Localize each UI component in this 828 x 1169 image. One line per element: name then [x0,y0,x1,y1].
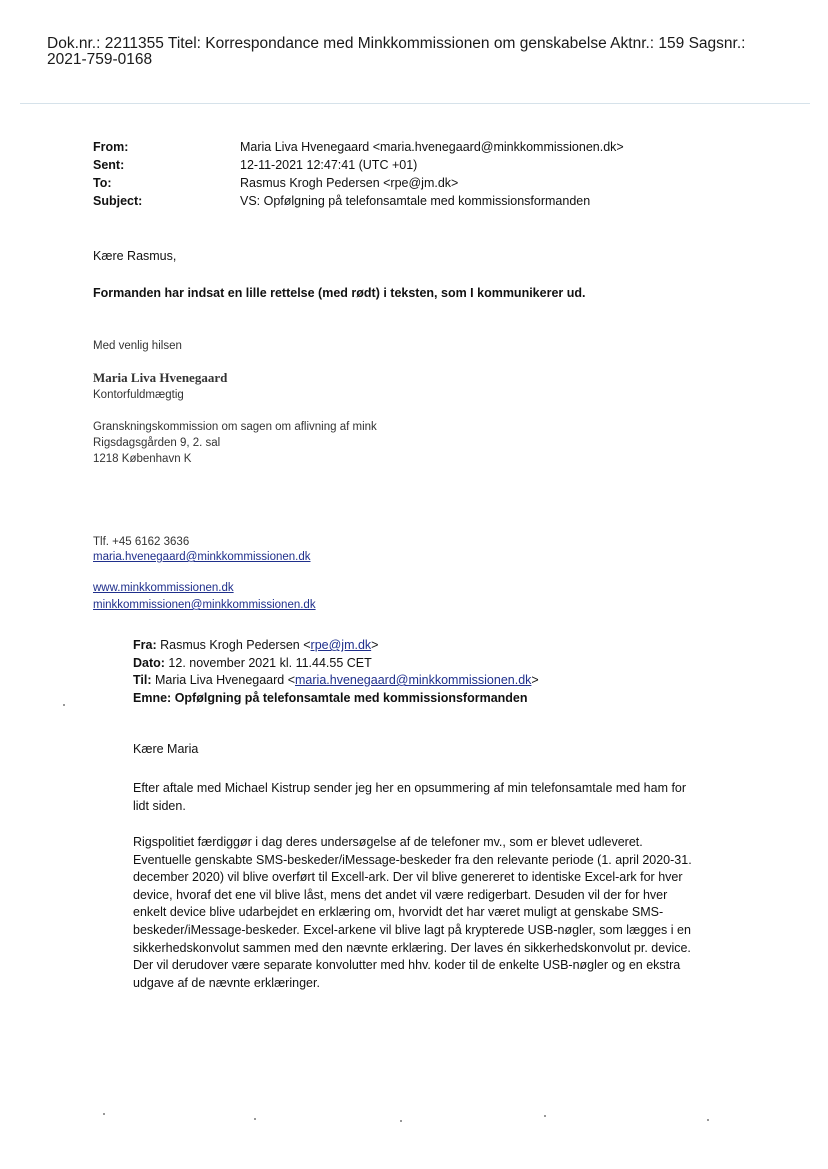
scan-speck [103,1113,105,1115]
forwarded-subject [133,690,539,708]
forwarded-header [133,637,539,707]
scan-speck [544,1115,546,1117]
forwarded-greeting: Kære Maria [133,742,199,756]
forwarded-from-email-link[interactable]: rpe@jm.dk [310,638,372,652]
signature-website-link[interactable]: www.minkkommissionen.dk [93,582,234,594]
forwarded-paragraph-1: Efter aftale med Michael Kistrup sender jeg her en opsummering af min telefonsamtale med ham for lidt siden. [133,781,687,813]
meta-key: Subject: [93,194,143,208]
scan-speck [254,1118,256,1120]
forwarded-subject-value: Opfølgning på telefonsamtale med kommissionsformanden [174,690,528,705]
meta-key: From: [93,140,129,154]
forwarded-from-name: Rasmus Krogh Pedersen < [160,638,311,652]
meta-from [93,138,624,156]
forwarded-subject-label: Emne: [133,690,175,705]
forwarded-date-value: 12. november 2021 kl. 11.44.55 CET [168,655,372,670]
meta-key: To: [93,176,112,190]
document-header-line-2: 2021-759-0168 [47,51,153,68]
meta-to [93,174,624,192]
forwarded-date [133,655,539,673]
forwarded-from-end: > [371,638,379,652]
forwarded-to [133,672,539,690]
meta-value: Maria Liva Hvenegaard <maria.hvenegaard@minkkommissionen.dk> [240,140,624,154]
signature-street: Rigsdagsgården 9, 2. sal [93,437,221,449]
forwarded-from-label: Fra: [133,638,161,652]
forwarded-date-label: Dato: [133,655,169,670]
signature-role: Kontorfuldmægtig [93,389,184,401]
signature-office-email-link[interactable]: minkkommissionen@minkkommissionen.dk [93,599,316,611]
signature-email-wrap [93,549,311,565]
forwarded-paragraph-2: Rigspolitiet færdiggør i dag deres undersøgelse af de telefoner mv., som er blevet udleveret. Eventuelle genskabte SMS-beskeder/iMessage-beskeder fra den relevante periode (1. april 2020-31. december 2020) vil blive overført til Excell-ark. Der vil blive genereret to identiske Excel-ark for hver device, hvoraf det ene vil blive låst, mens det andet vil være redigerbart. Desuden vil der for hver enkelt device blive udarbejdet en erklæring om, hvorvidt det har været muligt at genskabe SMS-beskeder/iMessage-beskeder. Excel-arkene vil blive lagt på krypterede USB-nøgler, som lægges i en sikkerhedskonvolut sammen med den nævnte erklæring. Der laves én sikkerhedskonvolut pr. device. Der vil derudover være separate konvolutter med hhv. koder til de enkelte USB-nøgler og en ekstra udgave af de nævnte erklæringer. [133,835,692,990]
forwarded-to-label: Til: [133,673,155,687]
reply-body: Formanden har indsat en lille rettelse (med rødt) i teksten, som I kommunikerer ud. [93,286,586,300]
forwarded-from [133,637,539,655]
signature-phone: Tlf. +45 6162 3636 [93,536,190,548]
signature-name: Maria Liva Hvenegaard [93,370,228,385]
meta-subject [93,192,624,210]
signature-city: 1218 København K [93,453,192,465]
meta-key: Sent: [93,158,125,172]
forwarded-to-name: Maria Liva Hvenegaard < [155,673,296,687]
header-divider [20,103,810,104]
scan-speck [707,1119,709,1121]
signature-web-wrap [93,580,234,596]
signature-email2-wrap [93,597,316,613]
meta-value: 12-11-2021 12:47:41 (UTC +01) [240,158,418,172]
meta-sent [93,156,624,174]
document-header [47,36,817,68]
document-header-line-1: Dok.nr.: 2211355 Titel: Korrespondance med Minkkommissionen om genskabelse Aktnr.: 159 Sagsnr.: [47,35,746,52]
signature-closing: Med venlig hilsen [93,340,182,352]
forwarded-to-end: > [531,673,539,687]
signature-email-link[interactable]: maria.hvenegaard@minkkommissionen.dk [93,551,311,563]
meta-value: Rasmus Krogh Pedersen <rpe@jm.dk> [240,176,459,190]
scan-speck [400,1120,402,1122]
email-meta [93,138,624,210]
signature-organization: Granskningskommission om sagen om aflivning af mink [93,421,377,433]
reply-greeting: Kære Rasmus, [93,249,177,263]
meta-value: VS: Opfølgning på telefonsamtale med kommissionsformanden [240,194,591,208]
forwarded-to-email-link[interactable]: maria.hvenegaard@minkkommissionen.dk [295,673,532,687]
scan-speck [63,704,65,706]
